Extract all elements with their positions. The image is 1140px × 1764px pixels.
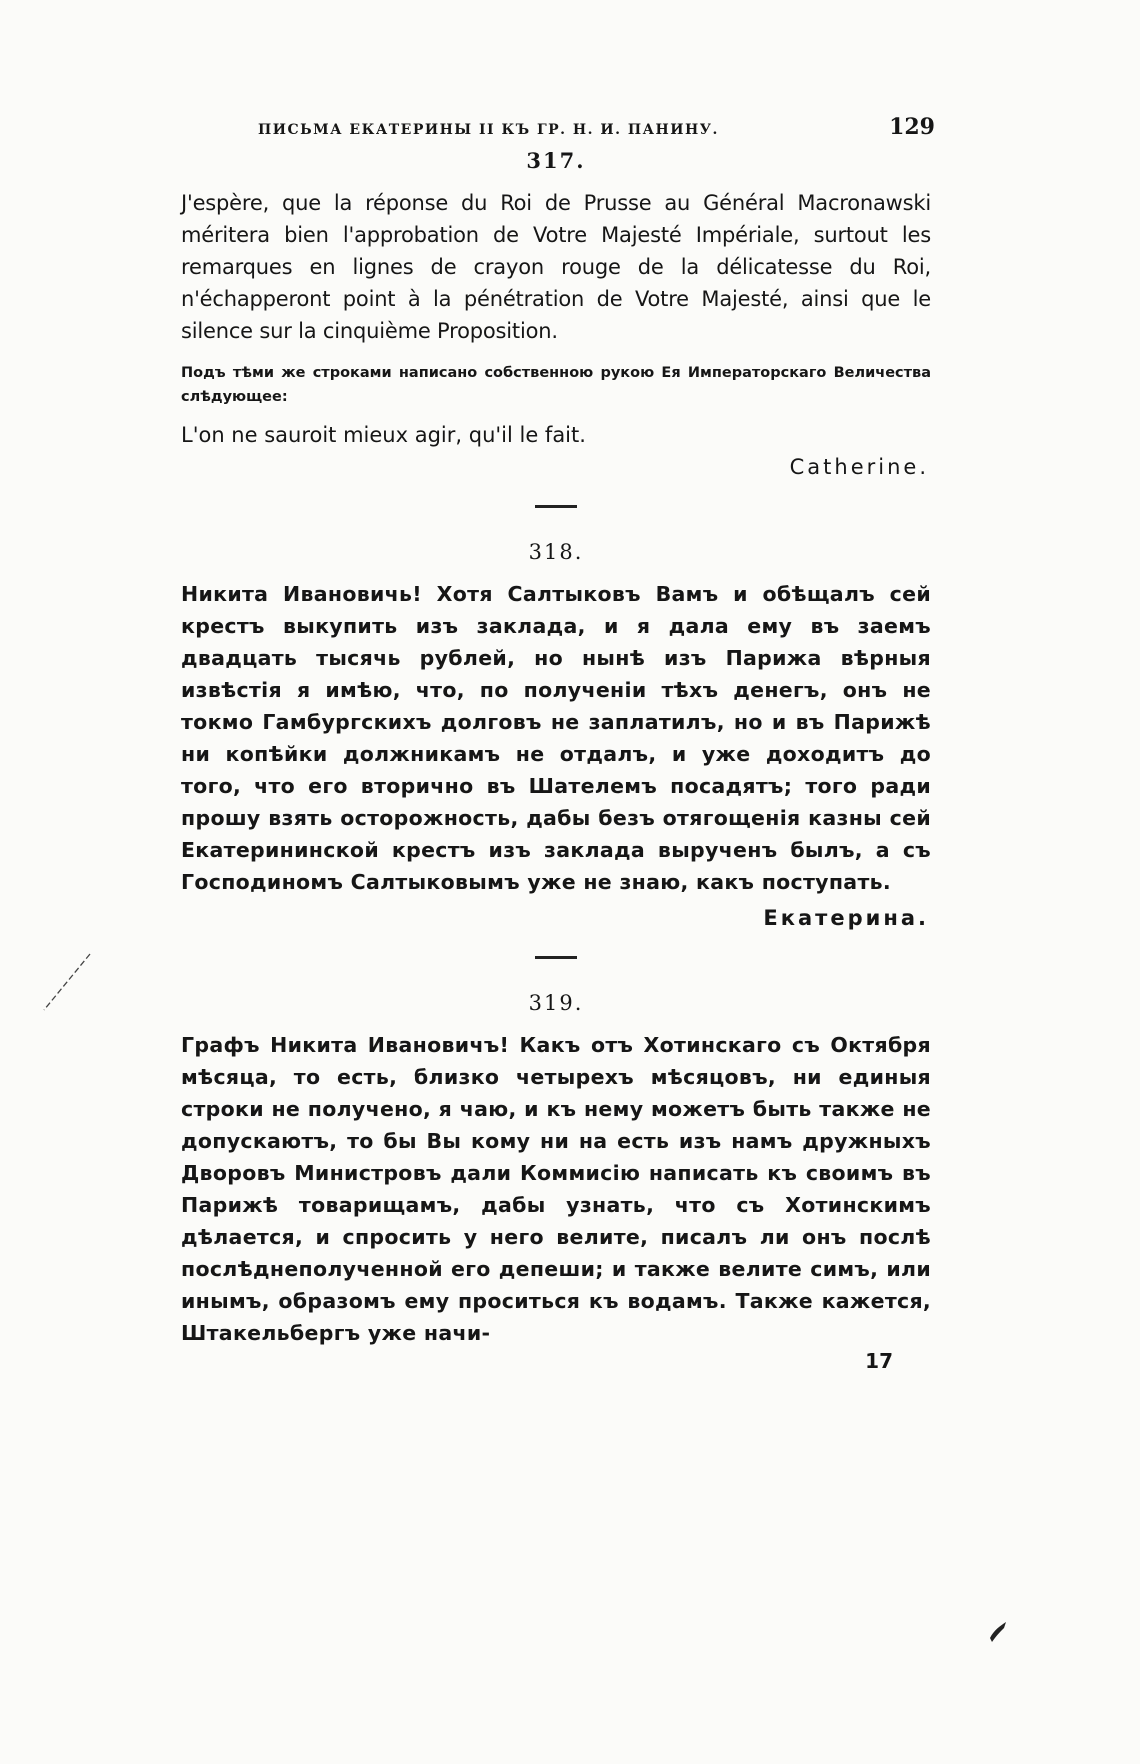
page-number: 129 [889, 114, 935, 140]
ink-blot-icon [986, 1618, 1010, 1644]
page-header [181, 110, 935, 146]
margin-pen-stroke [38, 948, 98, 1018]
running-title: ПИСЬМА ЕКАТЕРИНЫ II КЪ ГР. Н. И. ПАНИНУ. [258, 122, 719, 138]
signature: Catherine. [789, 455, 929, 479]
letter-body: Графъ Никита Ивановичъ! Какъ отъ Хотинскаго съ Октября мѣсяца, то есть, близко четырехъ мѣсяцовъ, ни единыя строки не получено, я чаю, и къ нему можетъ быть также не допускаютъ, то бы Вы кому ни на есть изъ намъ дружныхъ Дворовъ Министровъ дали Коммисію написать къ своимъ въ Парижѣ товарищамъ, дабы узнать, что съ Хотинскимъ дѣлается, и спросить у него велите, писалъ ли онъ послѣ послѣднеполученной его депеши; и также велите симъ, или инымъ, образомъ ему проситься къ водамъ. Также кажется, Штакельбергъ уже начи- [181, 1033, 931, 1345]
letter-number: 317. [526, 148, 586, 173]
letter-body: J'espère, que la réponse du Roi de Prusse au Général Macronawski méritera bien l'approbation de Votre Majesté Impériale, surtout les remarques en lignes de crayon rouge de la délicatesse du Roi, n'échapperont point à la pénétration de Votre Majesté, ainsi que le silence sur la cinquième Proposition. [181, 191, 931, 343]
sheet-signature-mark: 17 [865, 1349, 893, 1373]
editorial-note: Подъ тѣми же строками написано собственною рукою Ея Императорскаго Величества слѣдующее: [181, 365, 931, 405]
postscript: L'on ne sauroit mieux agir, qu'il le fait. [181, 423, 586, 447]
signature: Екатерина. [763, 906, 929, 930]
letter-number: 319. [528, 991, 584, 1015]
section-divider [535, 505, 577, 508]
footer [181, 1349, 931, 1379]
letter-number: 318. [528, 540, 584, 564]
section-divider [535, 956, 577, 959]
page [181, 110, 935, 1379]
letter-body: Никита Ивановичь! Хотя Салтыковъ Вамъ и обѣщалъ сей крестъ выкупить изъ заклада, и я дала ему въ заемъ двадцать тысячь рублей, но нынѣ изъ Парижа вѣрныя извѣстія я имѣю, что, по полученіи тѣхъ денегъ, онъ не токмо Гамбургскихъ долговъ не заплатилъ, но и въ Парижѣ ни копѣйки должникамъ не отдалъ, и уже доходитъ до того, что его вторично въ Шателемъ посадятъ; того ради прошу взять осторожность, дабы безъ отягощенія казны сей Екатерининской крестъ изъ заклада вырученъ былъ, а съ Господиномъ Салтыковымъ уже не знаю, какъ поступать. [181, 582, 931, 894]
